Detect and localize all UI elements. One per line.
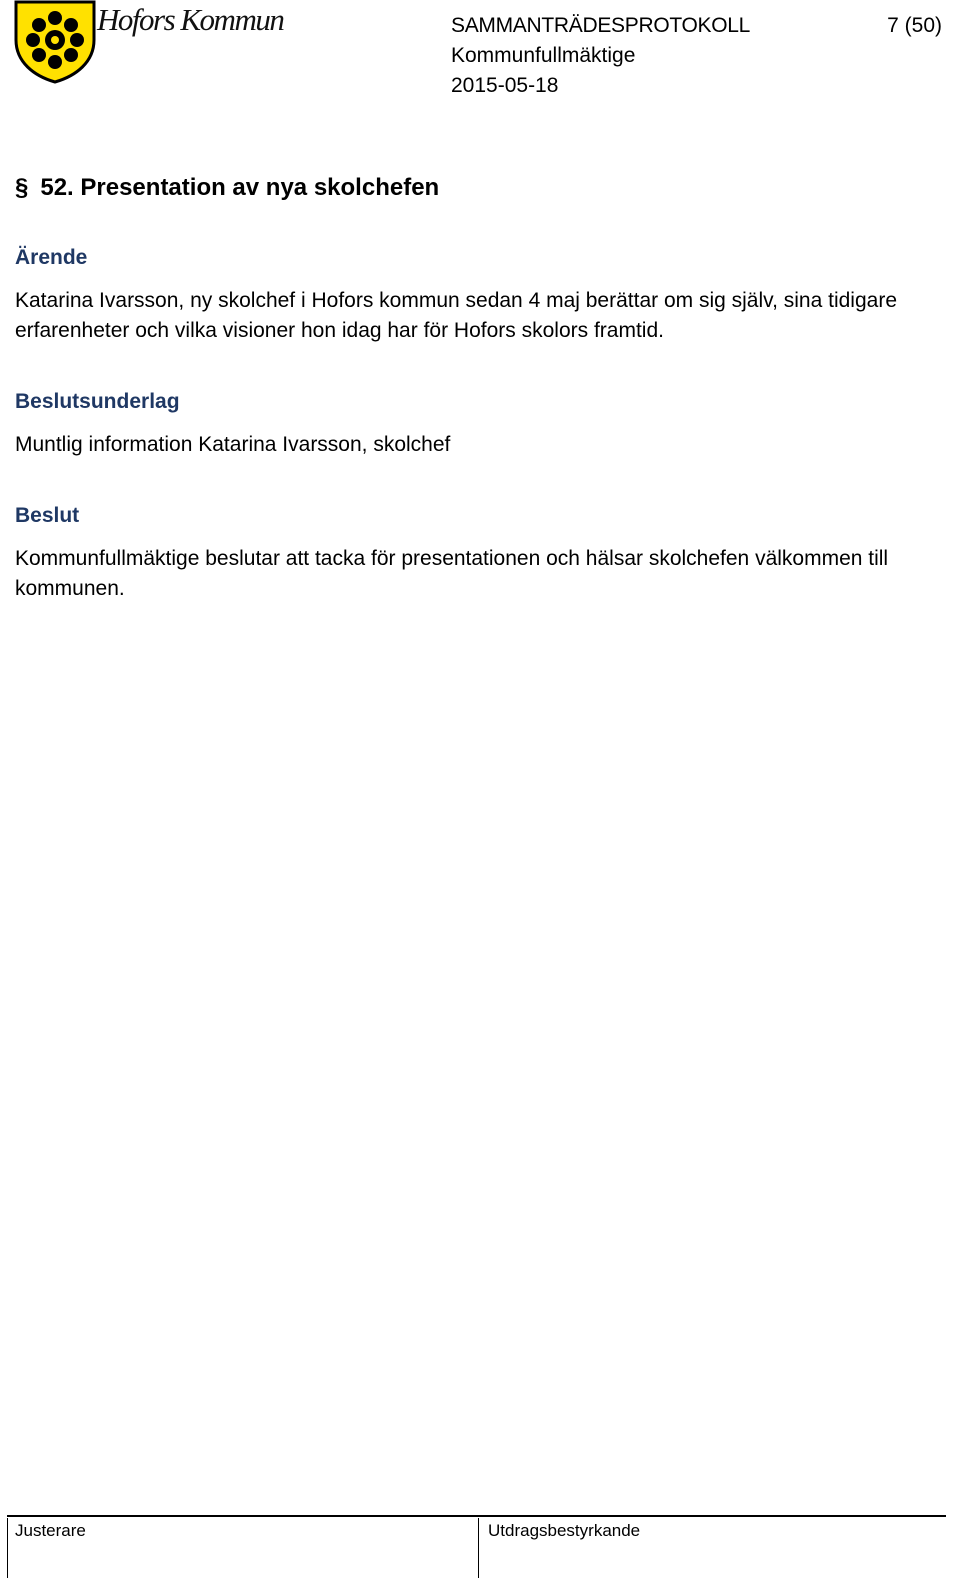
footer-box-left (7, 1518, 8, 1578)
beslut-heading: Beslut (15, 504, 80, 527)
footer-justerare: Justerare (15, 1521, 86, 1540)
footer-divider (7, 1515, 946, 1517)
beslut-text: Kommunfullmäktige beslutar att tacka för presentationen och hälsar skolchefen välkommen till kommunen. (15, 547, 889, 600)
footer-utdragsbestyrkande: Utdragsbestyrkande (488, 1521, 641, 1540)
hofors-coat-of-arms-logo (14, 0, 96, 84)
meeting-date: 2015-05-18 (451, 74, 559, 97)
section-title (15, 174, 439, 202)
beslutsunderlag-text: Muntlig information Katarina Ivarsson, skolchef (15, 433, 451, 456)
footer-box-middle (478, 1518, 479, 1578)
paragraph-symbol: § (15, 174, 29, 201)
beslutsunderlag-heading: Beslutsunderlag (15, 390, 180, 413)
page-number: 7 (50) (887, 14, 942, 37)
meeting-body: Kommunfullmäktige (451, 44, 636, 67)
arende-text: Katarina Ivarsson, ny skolchef i Hofors kommun sedan 4 maj berättar om sig själv, sina tidigare erfarenheter och vilka visioner hon idag har för Hofors skolors framtid. (15, 289, 897, 342)
section-title-text: 52. Presentation av nya skolchefen (40, 174, 440, 201)
brand-name: Hofors Kommun (97, 2, 284, 37)
arende-heading: Ärende (15, 246, 88, 269)
document-type: SAMMANTRÄDESPROTOKOLL (451, 14, 751, 37)
